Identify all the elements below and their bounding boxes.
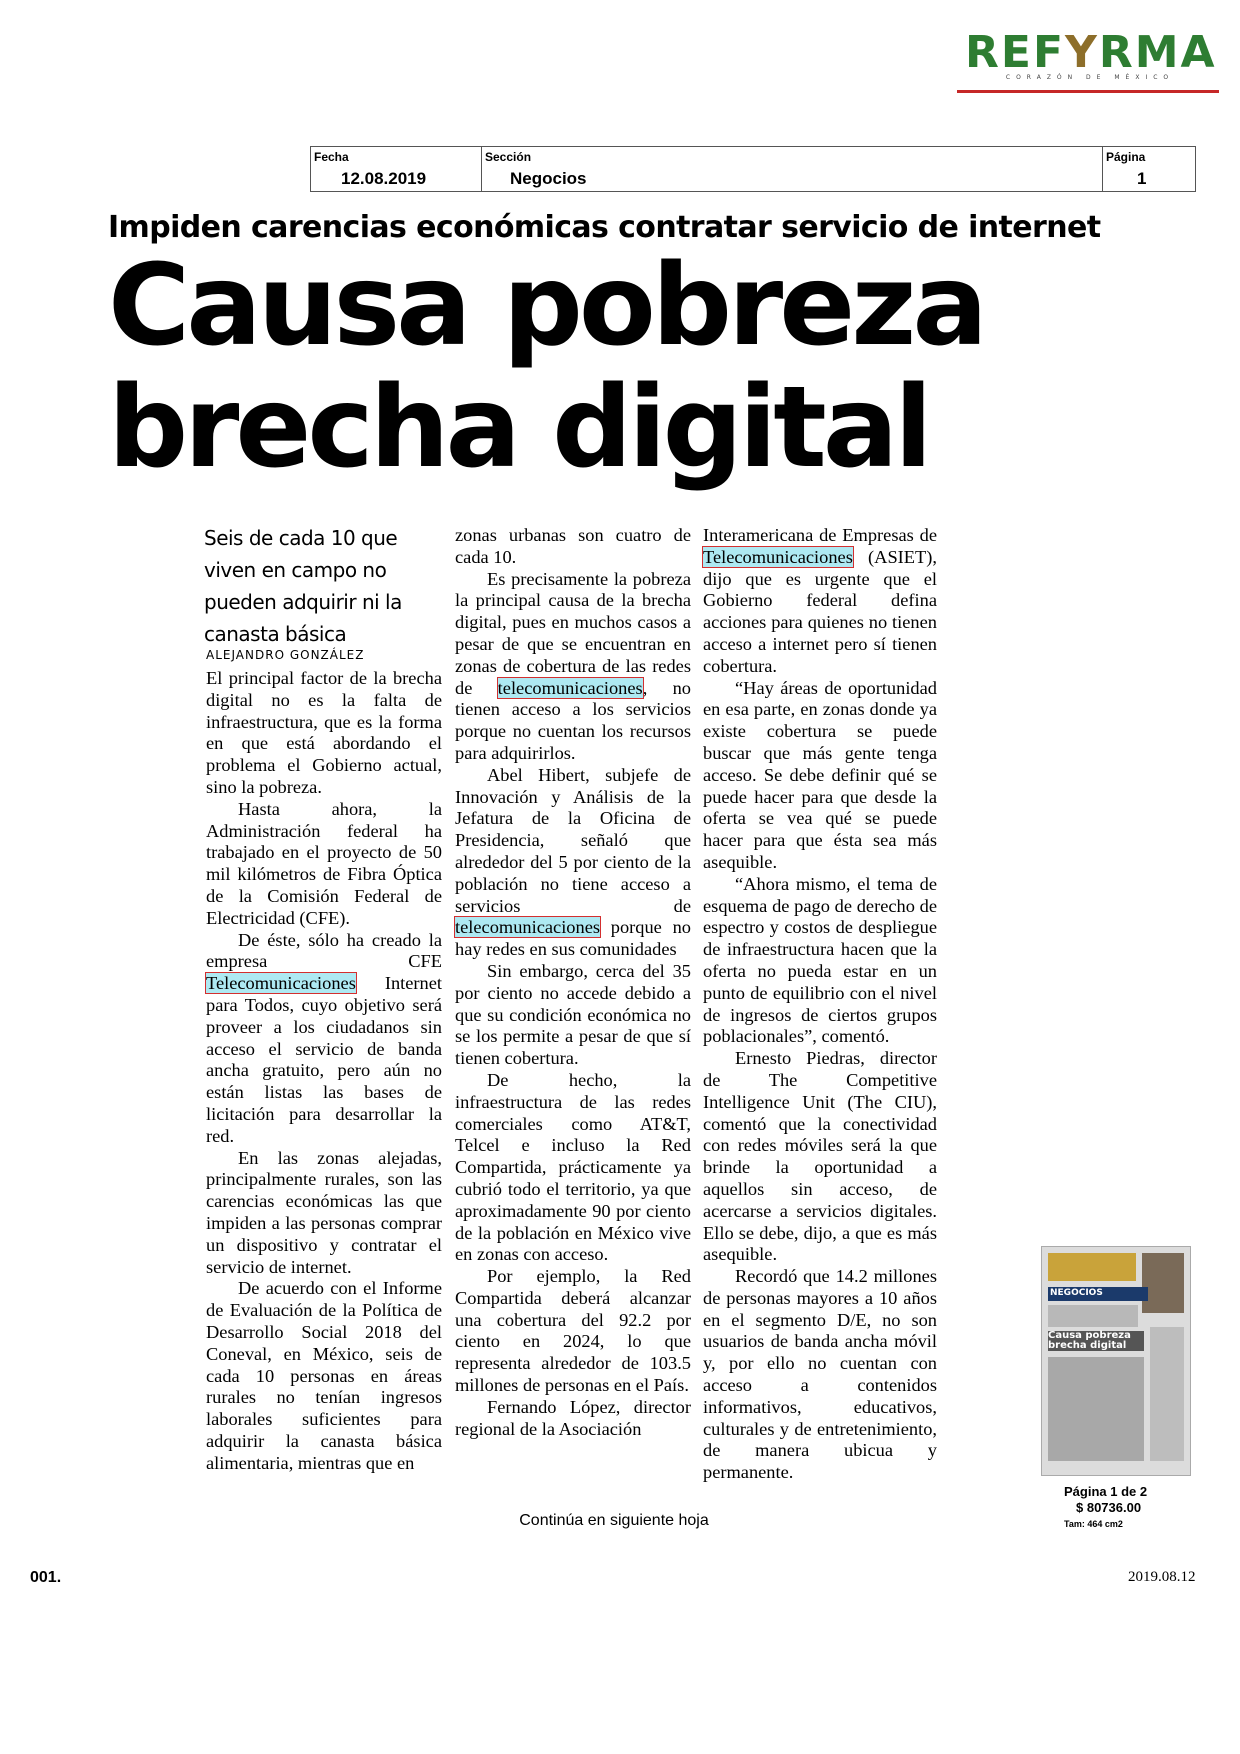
eagle-icon: Y [1065,27,1099,78]
paragraph: Interamericana de Empresas de Telecomunicaciones (ASIET), dijo que es urgente que el Gobierno federal defina acciones para quienes no tienen acceso a internet pero sí tienen cobertura. [703,525,937,676]
paragraph: Sin embargo, cerca del 35 por ciento no accede debido a que su condición económica no se los permite a pesar de que sí tienen cobertura. [455,960,691,1069]
footer-date: 2019.08.12 [1128,1569,1196,1585]
byline: ALEJANDRO GONZÁLEZ [206,648,365,662]
page-thumbnail [1041,1246,1191,1476]
paragraph: El principal factor de la brecha digital no es la falta de infraestructura, que es la forma en que está abordando el problema el Gobierno actual, sino la pobreza. [206,668,442,797]
paragraph: En las zonas alejadas, principalmente rurales, son las carencias económicas las que impiden a las personas comprar un dispositivo y contratar el servicio de internet. [206,1147,442,1277]
paragraph: De acuerdo con el Informe de Evaluación de la Política de Desarrollo Social 2018 del Coneval, en México, seis de cada 10 personas en áreas rurales no tenían ingresos laborales suficientes para adquirir la canasta básica alimentaria, mientras que en [206,1278,442,1473]
kicker: Impiden carencias económicas contratar servicio de internet [108,210,1101,245]
paragraph: Ernesto Piedras, director de The Competitive Intelligence Unit (The CIU), comentó que la conectividad con redes móviles será la que brinde la oportunidad a aquellos sin acceso, de acercarse a servicios digitales. Ello se debe, dijo, a que es más asequible. [703,1048,937,1265]
page-count: Página 1 de 2 [1064,1484,1148,1499]
continue-note: Continúa en siguiente hoja [519,1512,709,1529]
seccion-value: Negocios [510,169,587,188]
article-column-1 [206,668,442,1474]
keyword-highlight: telecomunicaciones [497,677,643,698]
reforma-logo [965,27,1217,90]
article-column-2 [455,525,691,1440]
metadata-table [310,146,1196,192]
pagina-label: Página [1106,150,1146,164]
paragraph: Es precisamente la pobreza la principal causa de la brecha digital, pues en muchos casos a pesar de que se encuentran en zonas de cobertura de las redes de telecomunicaciones, no tienen acceso a los servicios porque no cuentan los recursos para adquirirlos. [455,568,691,763]
thumbnail-headline: Causa pobreza brecha digital [1048,1331,1144,1351]
keyword-highlight: Telecomunicaciones [703,546,853,567]
price: $ 80736.00 [1076,1500,1142,1515]
paragraph: zonas urbanas son cuatro de cada 10. [455,525,691,567]
logo-tagline: CORAZÓN DE MÉXICO [1005,74,1175,81]
paragraph: Por ejemplo, la Red Compartida deberá alcanzar una cobertura del 92.2 por ciento en 2024, lo que representa alrededor de 103.5 millones de personas en el País. [455,1266,691,1396]
paragraph: Hasta ahora, la Administración federal ha trabajado en el proyecto de 50 mil kilómetros de Fibra Óptica de la Comisión Federal de Electricidad (CFE). [206,798,442,928]
logo-wordmark: REFYRMA [965,27,1217,78]
paragraph: “Hay áreas de oportunidad en esa parte, en zonas donde ya existe cobertura se puede buscar que más gente tenga acceso. Se debe definir qué se puede hacer para que desde la oferta se vea qué se puede hacer para que ésta sea más asequible. [703,677,937,872]
keyword-highlight: Telecomunicaciones [206,973,356,994]
paragraph: De hecho, la infraestructura de las redes comerciales como AT&T, Telcel e incluso la Red Compartida, prácticamente ya cubrió todo el territorio, ya que aproximadamente 90 por ciento de la población en México vive en zonas con acceso. [455,1069,691,1265]
paragraph: “Ahora mismo, el tema de esquema de pago de derecho de espectro y costos de despliegue de infraestructura hacen que la oferta no pueda estar en un punto de equilibrio con el nivel de ingresos de ciertos grupos poblacionales”, comentó. [703,873,937,1047]
fecha-label: Fecha [314,150,349,164]
pagina-value: 1 [1137,169,1147,188]
paragraph: Fernando López, director regional de la Asociación [455,1396,691,1439]
size: Tam: 464 cm2 [1064,1519,1123,1529]
subheadline: Seis de cada 10 que viven en campo no pueden adquirir ni la canasta básica [204,526,402,646]
article-column-3 [703,525,937,1484]
page-number: 001. [30,1569,62,1586]
paragraph: Recordó que 14.2 millones de personas mayores a 10 años en el segmento D/E, no son usuarios de banda ancha móvil y, por ello no cuentan con acceso a contenidos informativos, educativos, culturales y de entretenimiento, de manera ubicua y permanente. [703,1266,937,1483]
headline [108,241,1108,493]
logo-rule [957,90,1219,93]
headline-line-2: brecha digital [108,363,929,493]
paragraph: De éste, sólo ha creado la empresa CFE Telecomunicaciones Internet para Todos, cuyo objetivo será proveer a los ciudadanos sin acceso el servicio de banda ancha gratuito, pero aún no están listas las bases de licitación para desarrollar la red. [206,929,442,1146]
headline-line-1: Causa pobreza [108,241,984,371]
paragraph: Abel Hibert, subjefe de Innovación y Análisis de la Jefatura de la Oficina de Presidencia, señaló que alrededor del 5 por ciento de la población no tiene acceso a servicios de telecomunicaciones porque no hay redes en sus comunidades [455,764,691,960]
fecha-cell [311,147,482,191]
seccion-cell [482,147,1103,191]
seccion-label: Sección [485,150,532,164]
keyword-highlight: telecomunicaciones [455,917,601,938]
fecha-value: 12.08.2019 [341,169,427,188]
pagina-cell [1103,147,1195,191]
thumbnail-section: NEGOCIOS [1050,1288,1103,1298]
